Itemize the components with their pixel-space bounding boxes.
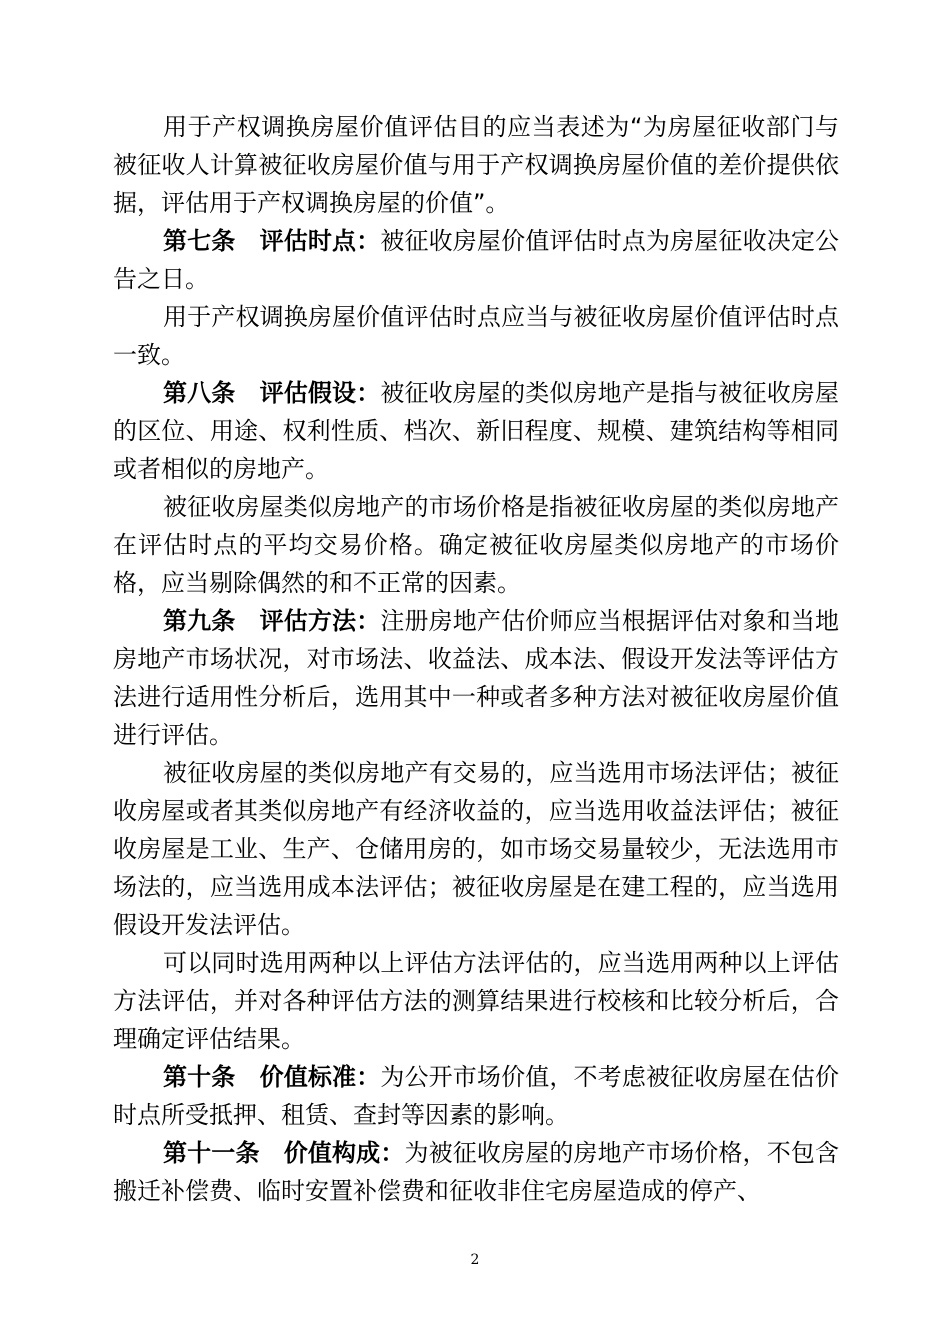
article-heading: 评估时点： bbox=[259, 227, 381, 255]
paragraph-method-selection bbox=[113, 754, 839, 944]
article-8 bbox=[113, 374, 839, 488]
paragraph-valuation-date bbox=[113, 298, 839, 374]
article-7 bbox=[113, 222, 839, 298]
paragraph-market-price bbox=[113, 488, 839, 602]
paragraph-text: 用于产权调换房屋价值评估时点应当与被征收房屋价值评估时点一致。 bbox=[113, 303, 839, 369]
article-number: 第七条 bbox=[163, 227, 236, 255]
paragraph-text: 为被征收房屋的房地产市场价格，不包含搬迁补偿费、临时安置补偿费和征收非住宅房屋造成的停产、 bbox=[113, 1139, 840, 1205]
paragraph-text: 可以同时选用两种以上评估方法评估的，应当选用两种以上评估方法评估，并对各种评估方法的测算结果进行校核和比较分析后，合理确定评估结果。 bbox=[113, 949, 839, 1053]
paragraph-text: 注册房地产估价师应当根据评估对象和当地房地产市场状况，对市场法、收益法、成本法、假设开发法等评估方法进行适用性分析后，选用其中一种或者多种方法对被征收房屋价值进行评估。 bbox=[113, 607, 840, 749]
article-heading: 评估方法： bbox=[259, 607, 381, 635]
paragraph-purpose bbox=[113, 108, 839, 222]
article-heading: 评估假设： bbox=[259, 379, 381, 407]
article-number: 第八条 bbox=[163, 379, 236, 407]
paragraph-text: 被征收房屋价值评估时点为房屋征收决定公告之日。 bbox=[113, 227, 840, 293]
page-number: 2 bbox=[470, 1252, 480, 1268]
paragraph-text: 被征收房屋的类似房地产是指与被征收房屋的区位、用途、权利性质、档次、新旧程度、规模、建筑结构等相同或者相似的房地产。 bbox=[113, 379, 840, 483]
paragraph-text: 被征收房屋的类似房地产有交易的，应当选用市场法评估；被征收房屋或者其类似房地产有经济收益的，应当选用收益法评估；被征收房屋是工业、生产、仓储用房的，如市场交易量较少，无法选用市场法的，应当选用成本法评估；被征收房屋是在建工程的，应当选用假设开发法评估。 bbox=[113, 759, 839, 939]
article-11 bbox=[113, 1134, 839, 1210]
article-number: 第十一条 bbox=[163, 1139, 260, 1167]
paragraph-text: 用于产权调换房屋价值评估目的应当表述为“为房屋征收部门与被征收人计算被征收房屋价值与用于产权调换房屋价值的差价提供依据，评估用于产权调换房屋的价值”。 bbox=[113, 113, 839, 217]
article-9 bbox=[113, 602, 839, 754]
paragraph-multiple-methods bbox=[113, 944, 839, 1058]
article-number: 第九条 bbox=[163, 607, 236, 635]
paragraph-text: 为公开市场价值，不考虑被征收房屋在估价时点所受抵押、租赁、查封等因素的影响。 bbox=[113, 1063, 840, 1129]
article-heading: 价值标准： bbox=[259, 1063, 381, 1091]
article-heading: 价值构成： bbox=[283, 1139, 405, 1167]
paragraph-text: 被征收房屋类似房地产的市场价格是指被征收房屋的类似房地产在评估时点的平均交易价格。确定被征收房屋类似房地产的市场价格，应当剔除偶然的和不正常的因素。 bbox=[113, 493, 839, 597]
article-number: 第十条 bbox=[163, 1063, 236, 1091]
article-10 bbox=[113, 1058, 839, 1134]
